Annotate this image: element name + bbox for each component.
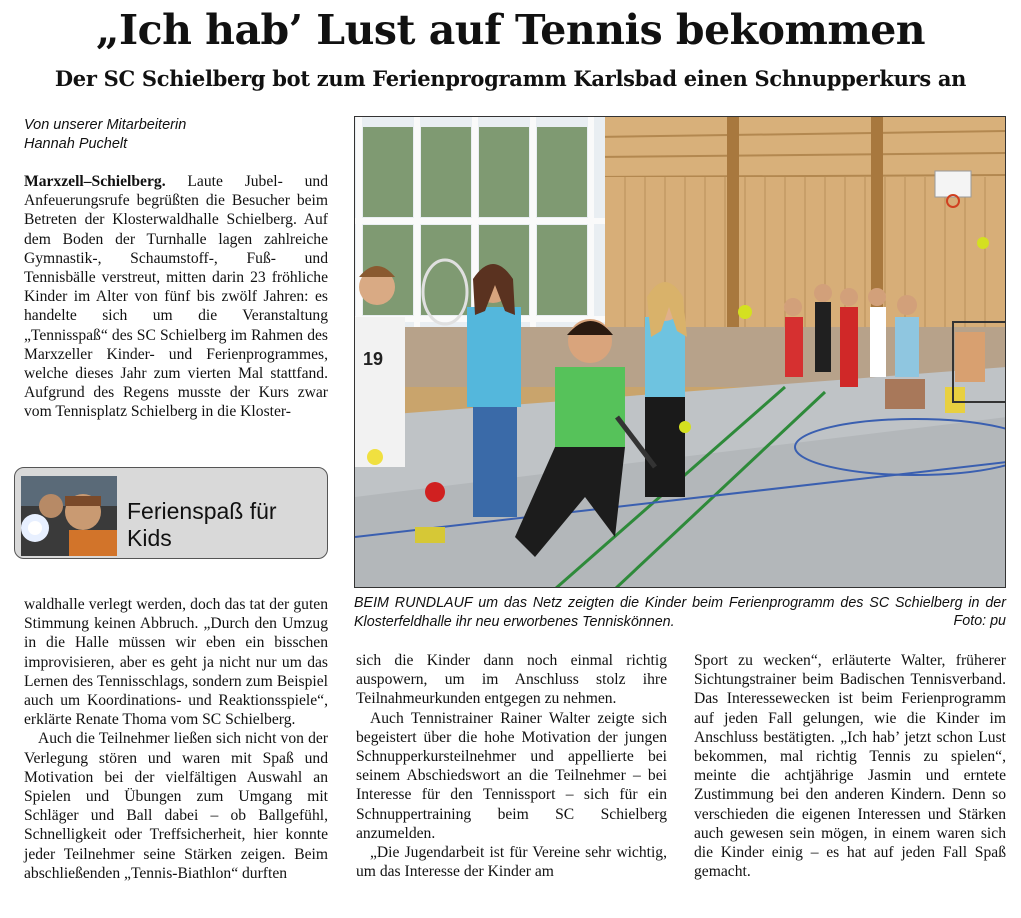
author-name: Hannah Puchelt	[24, 136, 128, 152]
headline: „Ich hab’ Lust auf Tennis bekommen	[95, 6, 926, 54]
column-1-bottom	[24, 595, 328, 883]
paragraph-1-continued: waldhalle verlegt werden, doch das tat der guten Stimmung keinen Abbruch. „Durch den Umzug in die Halle müssen wir eben ein bisschen improvisieren, aber es geht ja nicht nur um das Lernen des Tennisschlags, sondern zum Beispiel auch um Koordinations- und Reaktionsspiele“, erklärte Renate Thoma vom SC Schielberg.	[24, 596, 328, 729]
paragraph-2: Auch die Teilnehmer ließen sich nicht von der Verlegung stören und waren mit Spaß und Motivation bei der vielfältigen Auswahl an Spielen und Übungen zum Umgang mit Schläger und Ball dabei – ob Ballgefühl, Schnelligkeit oder Treffsicherheit, hier konnte jeder Teilnehmer seine Stärken zeigen. Beim abschließenden „Tennis-Biathlon“ durften	[24, 730, 328, 882]
teaser-box	[14, 467, 328, 559]
caption-text: um das Netz zeigten die Kinder beim Ferienprogramm des SC Schielberg in der Klosterfeldhalle ihr neu erworbenes Tenniskönnen.	[354, 595, 1007, 630]
teaser-photo	[21, 476, 117, 556]
paragraph-4: Auch Tennistrainer Rainer Walter zeigte sich begeistert über die hohe Motivation der jungen Schnupperkursteilnehmer und appellierte bei seinem Abschiedswort an die Teilnehmer – bei Interesse für den Tennissport – sich für ein Schnuppertraining beim SC Schielberg anzumelden.	[356, 709, 667, 842]
column-3	[694, 651, 1006, 881]
paragraph-1	[24, 172, 328, 422]
article-photo	[354, 116, 1006, 588]
teaser-label: Ferienspaß für Kids	[127, 498, 277, 551]
paragraph-5-continued: Sport zu wecken“, erläuterte Walter, früherer Sichtungstrainer beim Badischen Tennisverband. Das Interessewecken ist beim Ferienprogramm auf jeden Fall gelungen, wie die Kinder im Anschluss bestätigten. „Ich hab’ jetzt schon Lust bekommen, mal richtig Tennis zu spielen“, meinte die achtjährige Jasmin und erntete Zustimmung bei den anderen Kindern. Denn so verschieden die eigenen Interessen und Stärken auch gewesen sein mögen, in einem waren sich die Kinder einig – es hat auf jeden Fall Spaß gemacht.	[694, 652, 1006, 881]
paragraph-5: „Die Jugendarbeit ist für Vereine sehr wichtig, um das Interesse der Kinder am	[356, 844, 667, 881]
paragraph-3: sich die Kinder dann noch einmal richtig auspowern, um im Anschluss stolz ihre Teilnahmeurkunden entgegen zu nehmen.	[356, 652, 667, 708]
author-byline	[24, 116, 344, 154]
paragraph-1-text: Laute Jubel- und Anfeuerungsrufe begrüßten die Besucher beim Betreten der Klosterwaldhalle Schielberg. Auf dem Boden der Turnhalle lagen zahlreiche Gymnastik-, Schaumstoff-, Fuß- und Tennisbälle verstreut, mitten darin 23 fröhliche Kinder im Alter von fünf bis zwölf Jahren: es handelte sich um die Veranstaltung „Tennisspaß“ des SC Schielberg im Rahmen des Marxzeller Kinder- und Ferienprogrammes, welche dieses Jahr zum vierten Mal stattfand. Aufgrund des Regens musste der Kurs zwar vom Tennisplatz Schielberg in die Kloster-	[24, 173, 328, 421]
photo-credit: Foto: pu	[953, 613, 1006, 629]
photo-caption	[354, 594, 1006, 632]
column-1-top	[24, 172, 328, 422]
caption-lead: BEIM RUNDLAUF	[354, 595, 473, 611]
jersey-number: 19	[363, 349, 384, 369]
column-2	[356, 651, 667, 881]
subheadline: Der SC Schielberg bot zum Ferienprogramm Karlsbad einen Schnupperkurs an	[54, 66, 967, 91]
dateline: Marxzell–Schielberg.	[24, 173, 166, 190]
author-line-1: Von unserer Mitarbeiterin	[24, 117, 187, 133]
